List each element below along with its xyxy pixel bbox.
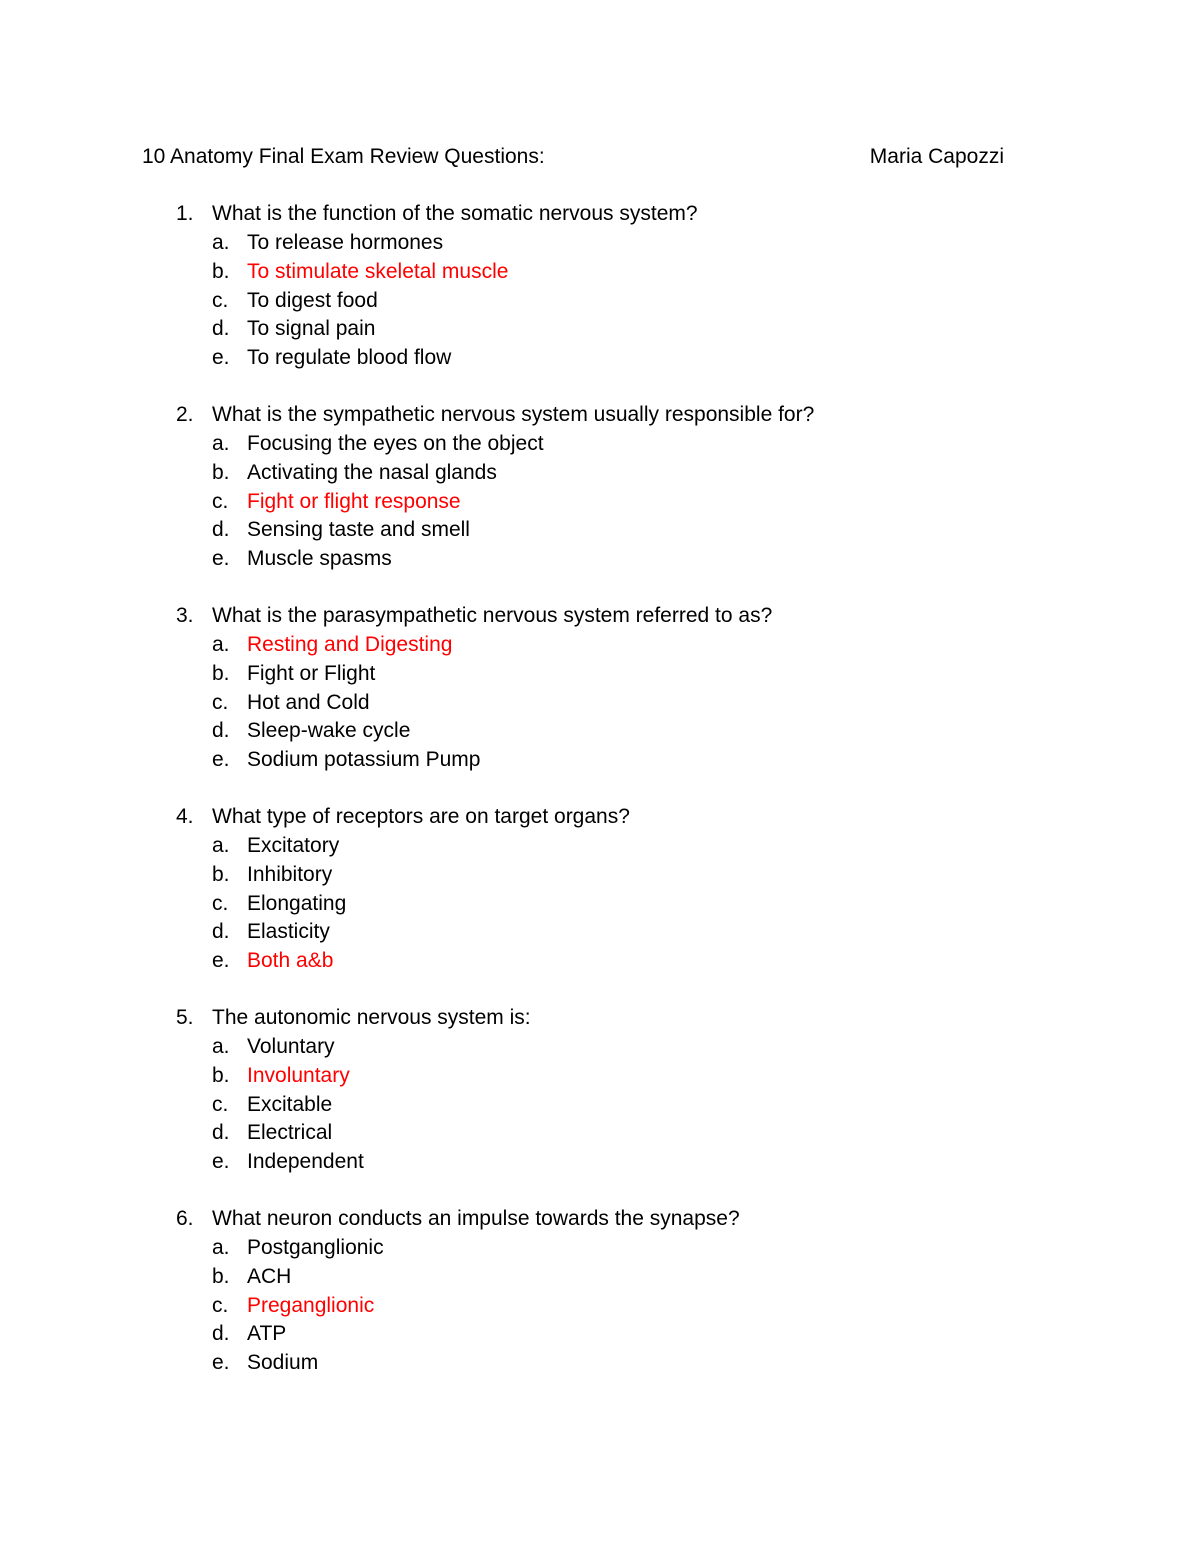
option-text: Fight or flight response bbox=[247, 489, 461, 513]
question-4 bbox=[0, 802, 1200, 1003]
option-letter: c. bbox=[212, 1293, 229, 1317]
question-text: What type of receptors are on target organs? bbox=[212, 805, 630, 828]
question-number: 5. bbox=[176, 1006, 194, 1029]
option-letter: d. bbox=[212, 317, 230, 341]
option-letter: a. bbox=[212, 1035, 230, 1058]
author-name: Maria Capozzi bbox=[869, 145, 1004, 168]
option-letter: e. bbox=[212, 949, 230, 973]
option-letter: b. bbox=[212, 1063, 230, 1087]
option-text: Elongating bbox=[247, 891, 347, 915]
option-text: Inhibitory bbox=[247, 862, 333, 886]
question-number: 2. bbox=[176, 403, 194, 426]
option-letter: e. bbox=[212, 1150, 230, 1174]
option-letter: b. bbox=[212, 1264, 230, 1288]
question-number: 6. bbox=[176, 1207, 194, 1230]
question-number: 3. bbox=[176, 604, 194, 627]
option-text: Voluntary bbox=[247, 1035, 335, 1058]
question-text: What is the function of the somatic nervous system? bbox=[212, 202, 698, 225]
option-text: Sensing taste and smell bbox=[247, 518, 470, 542]
option-text: Electrical bbox=[247, 1121, 333, 1145]
option-text: To stimulate skeletal muscle bbox=[247, 259, 509, 283]
option-letter: a. bbox=[212, 1236, 230, 1259]
question-5 bbox=[0, 1003, 1200, 1204]
option-letter: a. bbox=[212, 432, 230, 455]
option-letter: e. bbox=[212, 547, 230, 571]
option-text: Both a&b bbox=[247, 949, 334, 973]
option-letter: e. bbox=[212, 1351, 230, 1375]
question-text: What is the sympathetic nervous system usually responsible for? bbox=[212, 403, 815, 426]
question-number: 1. bbox=[176, 202, 194, 225]
question-text: What is the parasympathetic nervous system referred to as? bbox=[212, 604, 773, 627]
option-text: Elasticity bbox=[247, 920, 330, 944]
option-letter: d. bbox=[212, 920, 230, 944]
question-2 bbox=[0, 400, 1200, 601]
option-text: Muscle spasms bbox=[247, 547, 392, 571]
question-number: 4. bbox=[176, 805, 194, 828]
option-letter: c. bbox=[212, 288, 229, 312]
option-letter: c. bbox=[212, 891, 229, 915]
option-text: To digest food bbox=[247, 288, 378, 312]
question-3 bbox=[0, 601, 1200, 802]
option-text: Excitatory bbox=[247, 834, 340, 857]
option-text: Fight or Flight bbox=[247, 661, 376, 685]
option-text: Involuntary bbox=[247, 1063, 350, 1087]
question-1 bbox=[0, 199, 1200, 400]
option-letter: e. bbox=[212, 748, 230, 772]
option-text: Sleep-wake cycle bbox=[247, 719, 411, 743]
option-text: Activating the nasal glands bbox=[247, 460, 497, 484]
question-6 bbox=[0, 1204, 1200, 1405]
option-text: Sodium bbox=[247, 1351, 319, 1375]
option-letter: d. bbox=[212, 518, 230, 542]
question-text: The autonomic nervous system is: bbox=[212, 1006, 531, 1029]
option-text: To release hormones bbox=[247, 231, 444, 254]
option-text: Sodium potassium Pump bbox=[247, 748, 481, 772]
option-letter: d. bbox=[212, 1121, 230, 1145]
option-letter: c. bbox=[212, 690, 229, 714]
question-text: What neuron conducts an impulse towards the synapse? bbox=[212, 1207, 740, 1230]
option-letter: a. bbox=[212, 231, 230, 254]
option-text: Preganglionic bbox=[247, 1293, 375, 1317]
option-text: Hot and Cold bbox=[247, 690, 370, 714]
option-text: To regulate blood flow bbox=[247, 346, 452, 370]
option-letter: c. bbox=[212, 1092, 229, 1116]
document-header bbox=[142, 142, 1012, 172]
option-letter: c. bbox=[212, 489, 229, 513]
option-text: Focusing the eyes on the object bbox=[247, 432, 544, 455]
option-letter: b. bbox=[212, 460, 230, 484]
option-letter: b. bbox=[212, 661, 230, 685]
option-letter: d. bbox=[212, 719, 230, 743]
option-letter: e. bbox=[212, 346, 230, 370]
option-text: ATP bbox=[247, 1322, 287, 1346]
option-text: Resting and Digesting bbox=[247, 633, 453, 656]
question-list bbox=[0, 199, 1200, 1405]
option-text: ACH bbox=[247, 1264, 292, 1288]
option-letter: a. bbox=[212, 633, 230, 656]
option-text: Excitable bbox=[247, 1092, 333, 1116]
option-letter: a. bbox=[212, 834, 230, 857]
option-letter: d. bbox=[212, 1322, 230, 1346]
option-text: Postganglionic bbox=[247, 1236, 384, 1259]
document-title: 10 Anatomy Final Exam Review Questions: bbox=[142, 145, 545, 168]
option-letter: b. bbox=[212, 259, 230, 283]
option-text: Independent bbox=[247, 1150, 364, 1174]
option-text: To signal pain bbox=[247, 317, 376, 341]
option-letter: b. bbox=[212, 862, 230, 886]
